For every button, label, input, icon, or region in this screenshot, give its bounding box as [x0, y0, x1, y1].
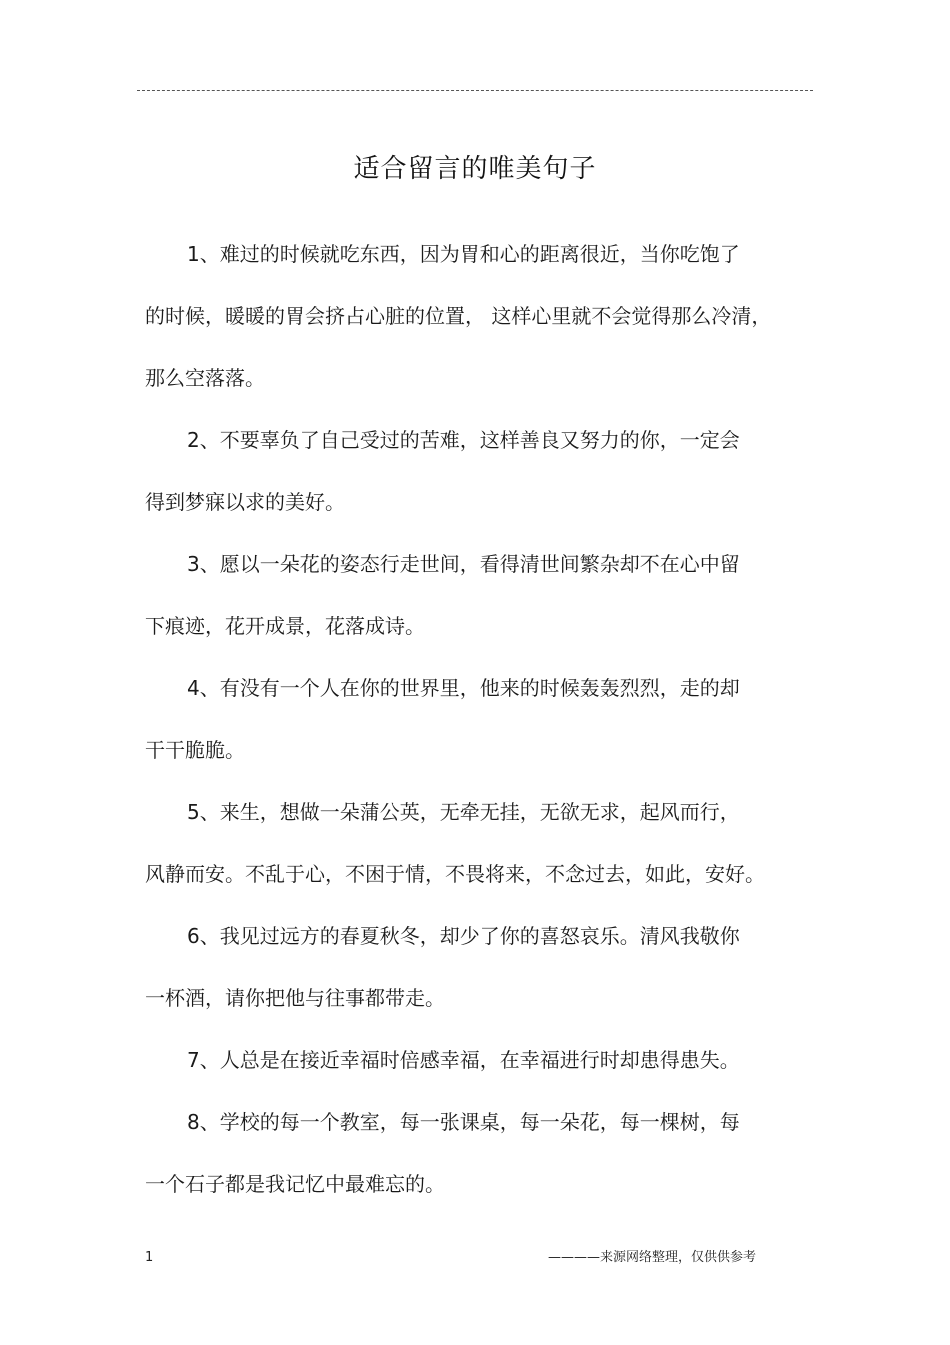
header-divider — [137, 90, 813, 91]
paragraph-7-line-1: 7、人总是在接近幸福时倍感幸福，在幸福进行时却患得患失。 — [187, 1048, 740, 1072]
paragraph-1-line-2: 的时候，暖暖的胃会挤占心脏的位置， 这样心里就不会觉得那么冷清， — [145, 304, 772, 328]
paragraph-3-line-1: 3、愿以一朵花的姿态行走世间，看得清世间繁杂却不在心中留 — [187, 552, 740, 576]
document-title: 适合留言的唯美句子 — [353, 154, 597, 184]
paragraph-8-line-2: 一个石子都是我记忆中最难忘的。 — [145, 1172, 445, 1196]
source-note: ————来源网络整理，仅供供参考 — [548, 1250, 757, 1265]
document-body — [145, 236, 795, 1228]
paragraph-5-line-2: 风静而安。不乱于心，不困于情，不畏将来，不念过去，如此，安好。 — [145, 862, 765, 886]
paragraph-6-line-1: 6、我见过远方的春夏秋冬，却少了你的喜怒哀乐。清风我敬你 — [187, 924, 740, 948]
paragraph-4-line-1: 4、有没有一个人在你的世界里，他来的时候轰轰烈烈，走的却 — [187, 676, 740, 700]
paragraph-6-line-2: 一杯酒，请你把他与往事都带走。 — [145, 986, 445, 1010]
page-number: 1 — [145, 1250, 154, 1265]
paragraph-2-line-1: 2、不要辜负了自己受过的苦难，这样善良又努力的你，一定会 — [187, 428, 740, 452]
paragraph-3-line-2: 下痕迹，花开成景，花落成诗。 — [145, 614, 425, 638]
page-footer — [0, 1246, 950, 1270]
paragraph-2-line-2: 得到梦寐以求的美好。 — [145, 490, 345, 514]
paragraph-4-line-2: 干干脆脆。 — [145, 738, 245, 762]
paragraph-1-line-1: 1、难过的时候就吃东西，因为胃和心的距离很近，当你吃饱了 — [187, 242, 740, 266]
paragraph-5-line-1: 5、来生，想做一朵蒲公英，无牵无挂，无欲无求，起风而行， — [187, 800, 740, 824]
paragraph-8-line-1: 8、学校的每一个教室，每一张课桌，每一朵花，每一棵树，每 — [187, 1110, 740, 1134]
paragraph-1-line-3: 那么空落落。 — [145, 366, 265, 390]
